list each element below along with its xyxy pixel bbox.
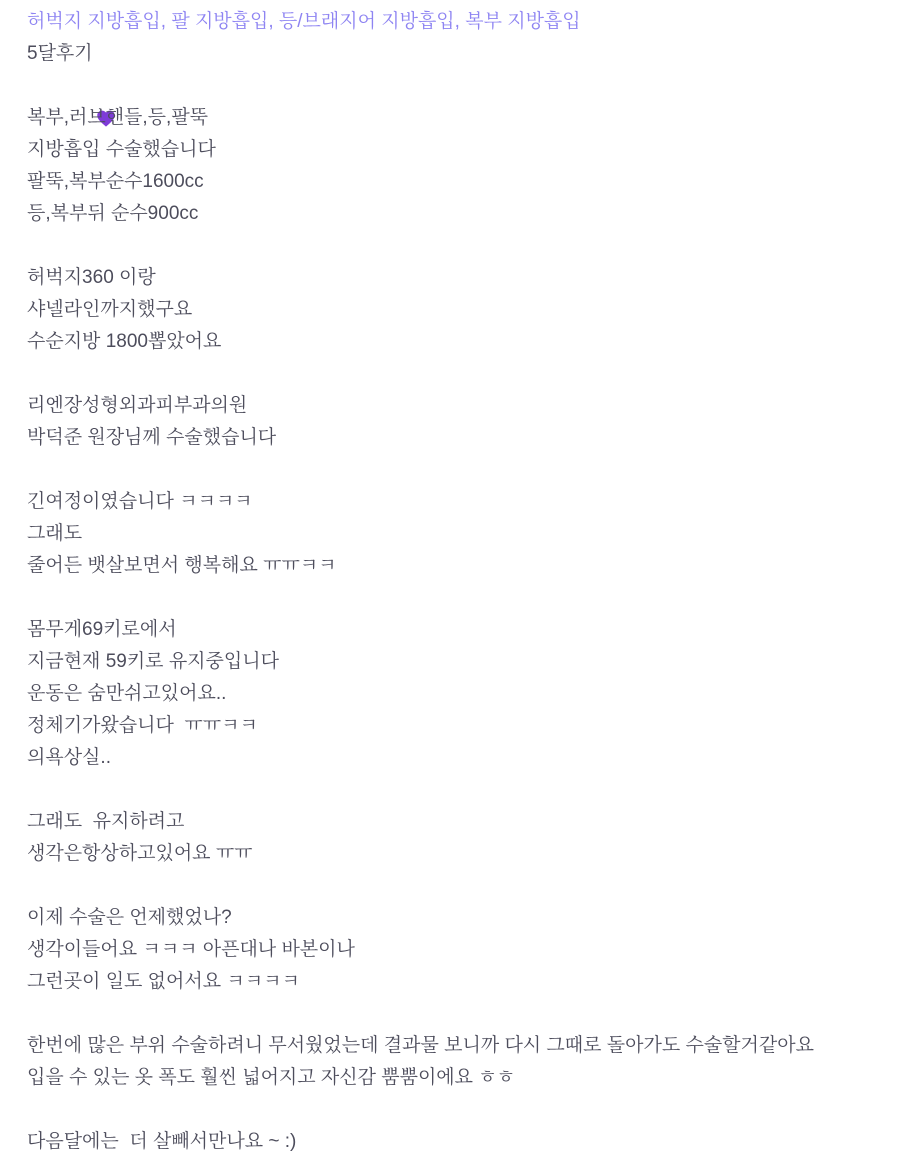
body-line: 그래도 유지하려고 — [27, 811, 185, 832]
post-heading-text: 5달후기 — [27, 43, 93, 64]
body-line: 정체기가왔습니다 ㅠㅠㅋㅋ — [27, 715, 258, 736]
paragraph — [27, 262, 873, 358]
body-line: 이제 수술은 언제했었나? — [27, 907, 232, 928]
body-line: 허벅지360 이랑 — [27, 267, 156, 288]
body-line: 긴여정이였습니다 ㅋㅋㅋㅋ — [27, 491, 253, 512]
body-line: 지금현재 59키로 유지중입니다 — [27, 651, 279, 672]
body-line: 줄어든 뱃살보면서 행복해요 ㅠㅠㅋㅋ — [27, 555, 337, 576]
body-line: 운동은 숨만쉬고있어요.. — [27, 683, 227, 704]
paragraph — [27, 614, 873, 774]
post-body — [27, 102, 873, 1158]
body-line: 생각은항상하고있어요 ㅠㅠ — [27, 843, 253, 864]
body-line: 샤넬라인까지했구요 — [27, 299, 193, 320]
body-line: 생각이들어요 ㅋㅋㅋ 아픈대나 바본이나 — [27, 939, 355, 960]
body-line: 수순지방 1800뽑았어요 — [27, 331, 222, 352]
body-line: 등,복부뒤 순수900cc — [27, 203, 199, 224]
post-tags[interactable]: 허벅지 지방흡입, 팔 지방흡입, 등/브래지어 지방흡입, 복부 지방흡입 — [27, 11, 581, 32]
paragraph — [27, 1126, 873, 1158]
paragraph — [27, 102, 873, 230]
purple-heart-icon — [95, 44, 117, 65]
paragraph — [27, 390, 873, 454]
body-line: 박덕준 원장님께 수술했습니다 — [27, 427, 277, 448]
body-line: 복부,러브핸들,등,팔뚝 — [27, 107, 209, 128]
paragraph — [27, 486, 873, 582]
body-line: 몸무게69키로에서 — [27, 619, 177, 640]
body-line: 지방흡입 수술했습니다 — [27, 139, 216, 160]
body-line: 의욕상실.. — [27, 747, 111, 768]
body-line: 리엔장성형외과피부과의원 — [27, 395, 248, 416]
body-line: 팔뚝,복부순수1600cc — [27, 171, 204, 192]
body-line: 다음달에는 더 살빼서만나요 ~ :) — [27, 1131, 297, 1152]
body-line: 입을 수 있는 옷 폭도 훨씬 넓어지고 자신감 뿜뿜이에요 ㅎㅎ — [27, 1067, 516, 1088]
post-heading — [27, 38, 873, 70]
paragraph — [27, 1030, 873, 1094]
paragraph — [27, 806, 873, 870]
body-line: 한번에 많은 부위 수술하려니 무서웠었는데 결과물 보니까 다시 그때로 돌아가도 수술할거같아요 — [27, 1035, 814, 1056]
paragraph — [27, 902, 873, 998]
body-line: 그런곳이 일도 없어서요 ㅋㅋㅋㅋ — [27, 971, 300, 992]
body-line: 그래도 — [27, 523, 83, 544]
